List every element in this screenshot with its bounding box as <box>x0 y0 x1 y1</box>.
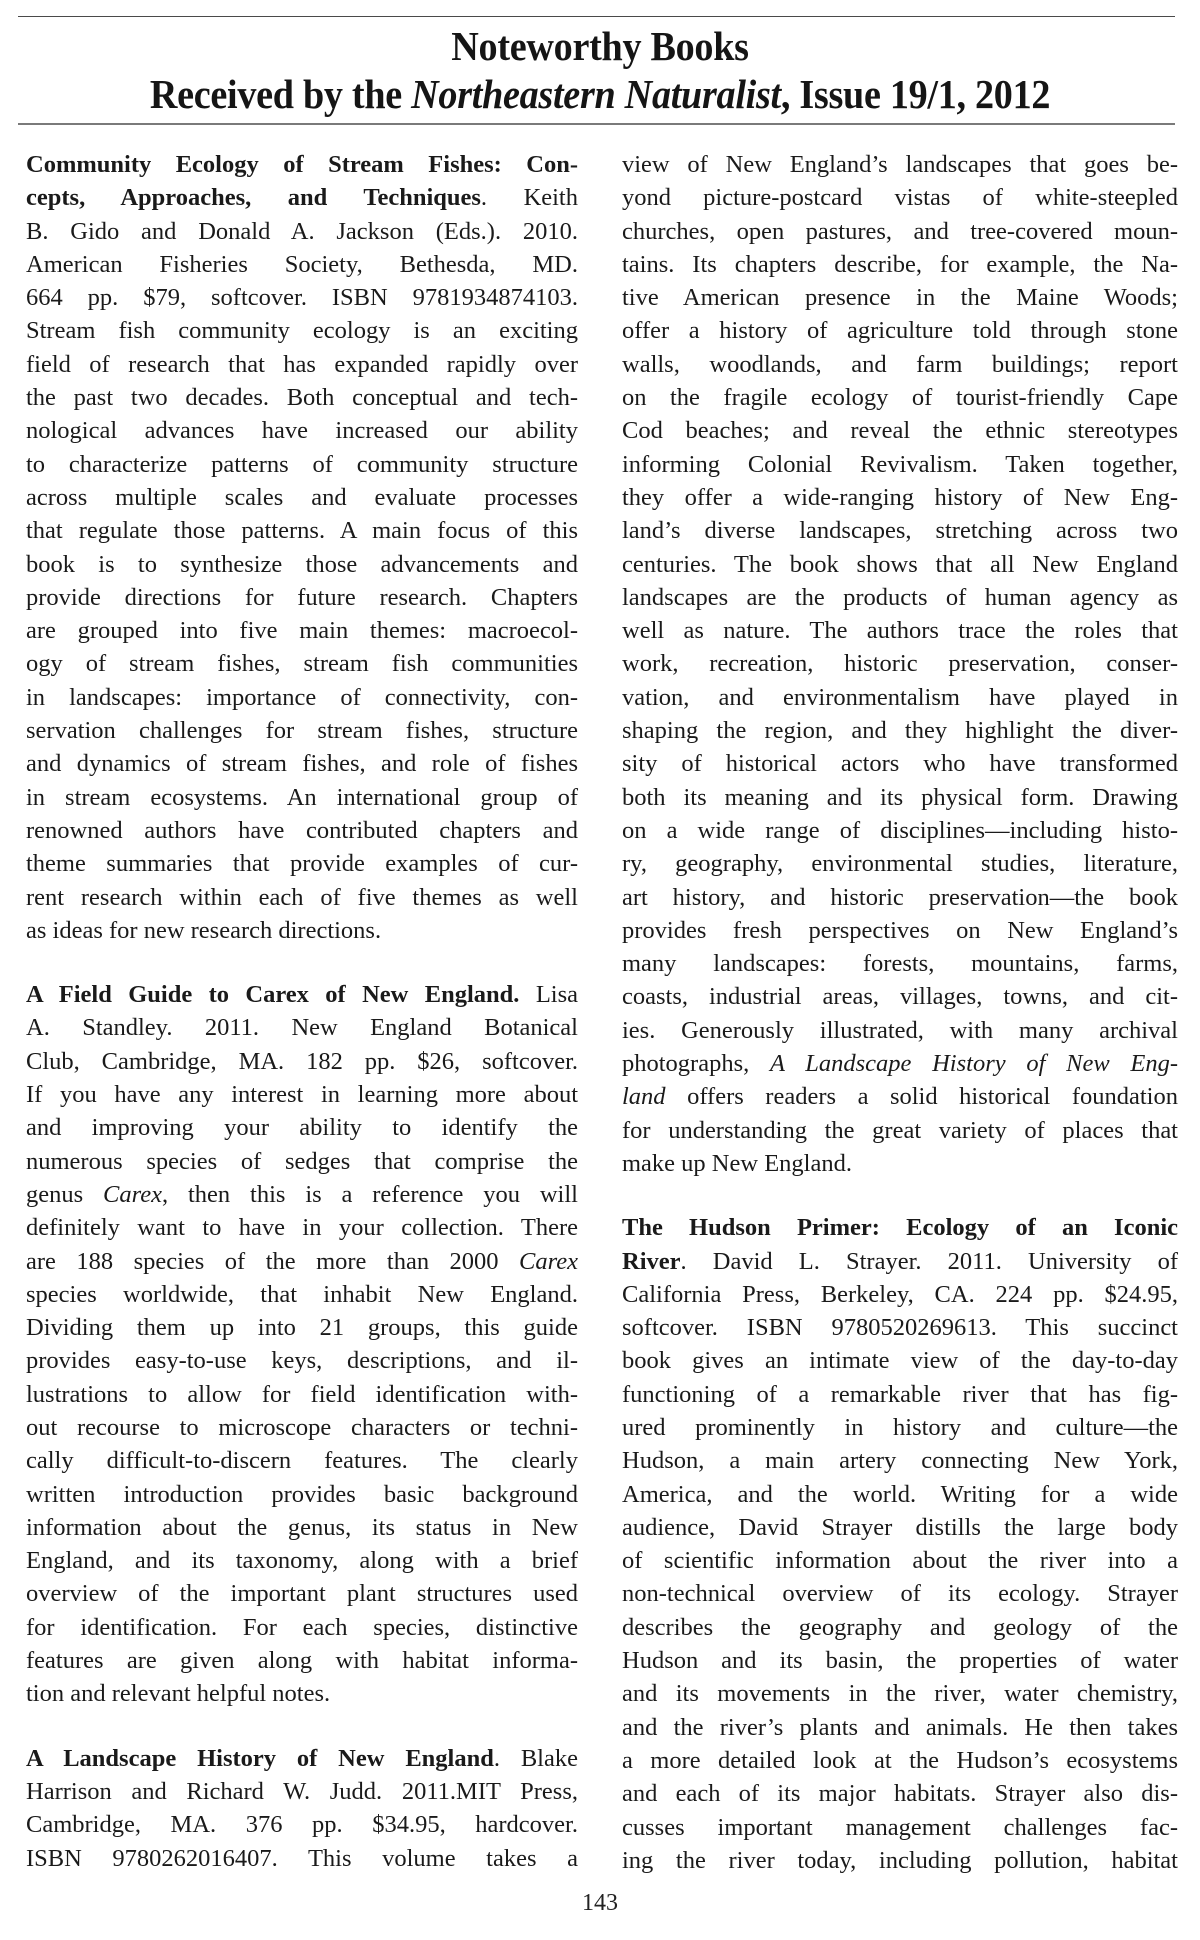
text-line <box>622 1611 1178 1644</box>
text-line <box>26 1145 578 1178</box>
text-line <box>622 814 1178 847</box>
text-line <box>622 1378 1178 1411</box>
body-text: lustrations to allow for field identification with- <box>26 1380 578 1408</box>
body-text: centuries. The book shows that all New England <box>622 550 1178 578</box>
text-line <box>622 980 1178 1013</box>
body-text: view of New England’s landscapes that goes be- <box>622 151 1178 178</box>
body-text: out recourse to microscope characters or techni- <box>26 1413 578 1441</box>
text-line <box>26 747 578 780</box>
body-text: American Fisheries Society, Bethesda, MD. <box>26 250 578 278</box>
body-text: provides fresh perspectives on New England’s <box>622 916 1178 944</box>
text-line <box>622 1411 1178 1444</box>
book-citation-line <box>26 978 578 1011</box>
book-title: Community Ecology of Stream Fishes: Con- <box>26 151 578 178</box>
text-line <box>26 1078 578 1111</box>
body-text: provide directions for future research. Chapters <box>26 583 578 611</box>
page-number: 143 <box>582 1890 618 1916</box>
body-text: yond picture-postcard vistas of white-steepled <box>622 184 1178 212</box>
body-text: a more detailed look at the Hudson’s ecosystems <box>622 1746 1178 1774</box>
text-line <box>26 1411 578 1444</box>
body-text: tive American presence in the Maine Woods; <box>622 284 1178 312</box>
text-line <box>622 1245 1178 1278</box>
body-text: Hudson and its basin, the properties of water <box>622 1647 1178 1675</box>
body-text: art history, and historic preservation—the book <box>622 883 1178 911</box>
body-text: tains. Its chapters describe, for example, the Na- <box>622 250 1178 278</box>
text-line <box>622 1711 1178 1744</box>
body-text: California Press, Berkeley, CA. 224 pp. $24.95, <box>622 1280 1178 1308</box>
text-line <box>622 248 1178 281</box>
body-text: tion and relevant helpful notes. <box>26 1680 331 1708</box>
text-line <box>26 1178 578 1211</box>
body-text: functioning of a remarkable river that has fig- <box>622 1380 1178 1408</box>
body-text: non-technical overview of its ecology. Strayer <box>622 1580 1178 1608</box>
italic-text: Carex <box>103 1180 162 1208</box>
body-text: field of research that has expanded rapidly over <box>26 350 578 378</box>
text-line <box>26 581 578 614</box>
text-line <box>622 914 1178 947</box>
text-line <box>622 881 1178 914</box>
body-text: Hudson, a main artery connecting New York, <box>622 1447 1178 1475</box>
body-text: ISBN 9780262016407. This volume takes a <box>26 1844 578 1872</box>
body-text: the past two decades. Both conceptual and tech- <box>26 384 578 412</box>
text-line <box>26 1111 578 1144</box>
text-line <box>26 481 578 514</box>
body-text: for understanding the great variety of places that <box>622 1116 1178 1144</box>
text-line <box>26 1611 578 1644</box>
body-text: cusses important management challenges fac- <box>622 1813 1178 1841</box>
text-line <box>622 448 1178 481</box>
body-text: information about the genus, its status in New <box>26 1513 578 1541</box>
body-text: cally difficult-to-discern features. The clearly <box>26 1447 578 1475</box>
body-text: Cambridge, MA. 376 pp. $34.95, hardcover. <box>26 1811 578 1839</box>
body-text: audience, David Strayer distills the large body <box>622 1513 1178 1541</box>
text-line <box>622 614 1178 647</box>
body-text: landscapes are the products of human agency as <box>622 583 1178 611</box>
text-line <box>622 215 1178 248</box>
body-text: renowned authors have contributed chapters and <box>26 816 578 844</box>
body-text: ies. Generously illustrated, with many archival <box>622 1016 1178 1044</box>
text-line <box>26 1444 578 1477</box>
body-text: rent research within each of five themes as well <box>26 883 578 911</box>
text-line <box>26 914 578 947</box>
book-title: cepts, Approaches, and Techniques <box>26 184 481 212</box>
text-line <box>622 1677 1178 1710</box>
text-line <box>26 1577 578 1610</box>
book-title: A Field Guide to Carex of New England. <box>26 981 520 1009</box>
body-text: B. Gido and Donald A. Jackson (Eds.). 2010. <box>26 217 578 245</box>
subtitle-text: , Issue 19/1, 2012 <box>780 71 1051 117</box>
text-line <box>622 481 1178 514</box>
body-text: to characterize patterns of community structure <box>26 450 578 478</box>
body-text: servation challenges for stream fishes, structure <box>26 717 578 745</box>
body-text: make up New England. <box>622 1149 852 1177</box>
text-line <box>622 581 1178 614</box>
text-line <box>26 248 578 281</box>
text-line <box>622 647 1178 680</box>
body-text: churches, open pastures, and tree-covered moun- <box>622 217 1178 245</box>
text-line <box>622 1047 1178 1080</box>
text-line <box>26 1644 578 1677</box>
book-entry <box>622 1211 1178 1877</box>
text-line <box>622 181 1178 214</box>
page-title: Noteworthy Books <box>451 23 749 69</box>
italic-text: A Landscape History of New Eng- <box>769 1050 1179 1078</box>
body-text: in stream ecosystems. An international group of <box>26 783 578 811</box>
book-entry <box>26 148 578 947</box>
body-text: theme summaries that provide examples of cur- <box>26 850 578 878</box>
text-line <box>622 747 1178 780</box>
body-text: ured prominently in history and culture—the <box>622 1413 1178 1441</box>
left-column <box>26 148 578 1875</box>
book-title: River <box>622 1247 681 1275</box>
book-title: A Landscape History of New England <box>26 1744 494 1772</box>
body-text: definitely want to have in your collection. There <box>26 1214 578 1242</box>
body-text: . Blake <box>493 1744 578 1772</box>
text-line <box>622 1478 1178 1511</box>
body-text: shaping the region, and they highlight the diver- <box>622 717 1178 745</box>
page-subtitle <box>42 70 1158 118</box>
body-text: written introduction provides basic background <box>26 1480 578 1508</box>
text-line <box>622 314 1178 347</box>
body-text: land’s diverse landscapes, stretching across two <box>622 517 1178 545</box>
text-line <box>622 1577 1178 1610</box>
body-text: A. Standley. 2011. New England Botanical <box>26 1014 578 1042</box>
subtitle-text: Received by the <box>149 71 412 117</box>
body-text: are 188 species of the more than 2000 <box>26 1247 520 1275</box>
body-text: walls, woodlands, and farm buildings; report <box>622 350 1178 378</box>
body-text: are grouped into five main themes: macroecol- <box>26 617 578 645</box>
text-line <box>26 414 578 447</box>
text-line <box>26 1842 578 1875</box>
body-text: work, recreation, historic preservation, conser- <box>622 650 1178 678</box>
text-line <box>26 1544 578 1577</box>
text-line <box>622 514 1178 547</box>
text-line <box>622 1114 1178 1147</box>
body-text: genus <box>26 1180 104 1208</box>
body-text: species worldwide, that inhabit New England. <box>26 1280 578 1308</box>
body-text: as ideas for new research directions. <box>26 916 382 944</box>
body-text: both its meaning and its physical form. Drawing <box>622 783 1178 811</box>
body-text: , then this is a reference you will <box>162 1180 578 1208</box>
body-text: England, and its taxonomy, along with a brief <box>26 1547 578 1575</box>
body-text: provides easy-to-use keys, descriptions, and il- <box>26 1347 578 1375</box>
header-top-rule <box>18 16 1175 17</box>
body-text: offers readers a solid historical foundation <box>665 1083 1178 1111</box>
body-text: offer a history of agriculture told through stone <box>622 317 1178 345</box>
body-text: America, and the world. Writing for a wide <box>622 1480 1178 1508</box>
text-line <box>622 714 1178 747</box>
text-line <box>622 1844 1178 1877</box>
text-line <box>26 1045 578 1078</box>
text-line <box>622 1080 1178 1113</box>
text-line <box>26 1808 578 1841</box>
text-line <box>26 1677 578 1710</box>
body-text: overview of the important plant structures used <box>26 1580 578 1608</box>
body-text: numerous species of sedges that comprise the <box>26 1147 578 1175</box>
text-line <box>26 681 578 714</box>
body-text: nological advances have increased our ability <box>26 417 578 445</box>
text-line <box>26 881 578 914</box>
text-line <box>622 1147 1178 1180</box>
text-line <box>622 1278 1178 1311</box>
text-line <box>26 1311 578 1344</box>
text-line <box>622 1544 1178 1577</box>
body-text: coasts, industrial areas, villages, towns, and cit- <box>622 983 1178 1011</box>
text-line <box>622 681 1178 714</box>
body-text: photographs, <box>622 1050 770 1078</box>
body-text: Club, Cambridge, MA. 182 pp. $26, softcover. <box>26 1047 578 1075</box>
header-bottom-rule <box>18 123 1175 125</box>
book-citation-line <box>622 1211 1178 1244</box>
body-text: in landscapes: importance of connectivity, con- <box>26 683 578 711</box>
text-line <box>26 181 578 214</box>
book-citation-line <box>26 148 578 181</box>
body-text: Dividing them up into 21 groups, this guide <box>26 1314 578 1342</box>
text-line <box>26 381 578 414</box>
body-text: of scientific information about the river into a <box>622 1547 1178 1575</box>
text-line <box>26 1775 578 1808</box>
text-line <box>622 148 1178 181</box>
body-text: Lisa <box>519 981 578 1009</box>
body-text: for identification. For each species, distinctive <box>26 1613 578 1641</box>
text-line <box>622 947 1178 980</box>
body-text: describes the geography and geology of the <box>622 1613 1178 1641</box>
body-text: many landscapes: forests, mountains, farms, <box>622 950 1178 978</box>
body-text: and improving your ability to identify the <box>26 1114 578 1142</box>
book-title: The Hudson Primer: Ecology of an Iconic <box>622 1214 1178 1242</box>
body-text: ry, geography, environmental studies, literature, <box>622 850 1178 878</box>
text-line <box>26 1378 578 1411</box>
text-line <box>622 348 1178 381</box>
body-text: on the fragile ecology of tourist-friendly Cape <box>622 384 1178 412</box>
body-text: informing Colonial Revivalism. Taken together, <box>622 450 1178 478</box>
text-line <box>622 1744 1178 1777</box>
text-line <box>26 281 578 314</box>
book-entry <box>26 978 578 1711</box>
text-line <box>26 647 578 680</box>
text-line <box>26 814 578 847</box>
text-line <box>622 847 1178 880</box>
text-line <box>622 1511 1178 1544</box>
body-text: book is to synthesize those advancements and <box>26 550 578 578</box>
text-line <box>26 1245 578 1278</box>
journal-name: Northeastern Naturalist <box>411 71 781 117</box>
body-text: that regulate those patterns. A main focus of this <box>26 517 578 545</box>
body-text: book gives an intimate view of the day-to-day <box>622 1347 1178 1375</box>
body-text: features are given along with habitat informa- <box>26 1647 578 1675</box>
text-line <box>26 514 578 547</box>
body-text: . Keith <box>480 184 578 212</box>
text-line <box>622 1344 1178 1377</box>
text-line <box>26 215 578 248</box>
text-line <box>26 314 578 347</box>
body-text: If you have any interest in learning more about <box>26 1081 578 1109</box>
body-text: Cod beaches; and reveal the ethnic stereotypes <box>622 417 1178 445</box>
text-line <box>622 1444 1178 1477</box>
text-line <box>622 1811 1178 1844</box>
body-text: Harrison and Richard W. Judd. 2011.MIT Press, <box>26 1777 578 1805</box>
text-line <box>26 448 578 481</box>
text-line <box>622 1777 1178 1810</box>
text-line <box>622 414 1178 447</box>
book-entry-continuation <box>622 148 1178 1180</box>
text-line <box>26 1511 578 1544</box>
text-line <box>26 1211 578 1244</box>
text-line <box>26 614 578 647</box>
text-line <box>622 281 1178 314</box>
text-line <box>26 1011 578 1044</box>
body-text: and dynamics of stream fishes, and role of fishes <box>26 750 578 778</box>
text-line <box>26 714 578 747</box>
italic-text: Carex <box>519 1247 578 1275</box>
text-line <box>622 781 1178 814</box>
text-line <box>26 348 578 381</box>
body-text: ogy of stream fishes, stream fish communities <box>26 650 578 678</box>
body-text: 664 pp. $79, softcover. ISBN 9781934874103. <box>26 284 578 312</box>
text-line <box>26 548 578 581</box>
text-line <box>622 381 1178 414</box>
page-header <box>0 22 1200 118</box>
body-text: . David L. Strayer. 2011. University of <box>680 1247 1178 1275</box>
body-text: across multiple scales and evaluate processes <box>26 483 578 511</box>
text-line <box>26 847 578 880</box>
body-text: Stream fish community ecology is an exciting <box>26 317 578 345</box>
body-text: sity of historical actors who have transformed <box>622 750 1178 778</box>
text-line <box>622 548 1178 581</box>
body-text: and each of its major habitats. Strayer also dis- <box>622 1780 1178 1808</box>
body-text: well as nature. The authors trace the roles that <box>622 617 1178 645</box>
text-line <box>622 1644 1178 1677</box>
text-line <box>26 1344 578 1377</box>
body-text: and its movements in the river, water chemistry, <box>622 1680 1178 1708</box>
body-text: ing the river today, including pollution, habitat <box>622 1846 1178 1874</box>
body-text: and the river’s plants and animals. He then takes <box>622 1713 1178 1741</box>
text-line <box>622 1311 1178 1344</box>
body-text: vation, and environmentalism have played in <box>622 683 1178 711</box>
book-citation-line <box>26 1742 578 1775</box>
text-line <box>26 1278 578 1311</box>
right-column <box>622 148 1178 1877</box>
text-line <box>26 781 578 814</box>
text-line <box>622 1014 1178 1047</box>
text-line <box>26 1478 578 1511</box>
body-text: softcover. ISBN 9780520269613. This succinct <box>622 1314 1178 1342</box>
body-text: they offer a wide-ranging history of New Eng- <box>622 483 1178 511</box>
body-text: on a wide range of disciplines—including histo- <box>622 816 1178 844</box>
italic-text: land <box>622 1083 666 1111</box>
book-entry <box>26 1742 578 1875</box>
